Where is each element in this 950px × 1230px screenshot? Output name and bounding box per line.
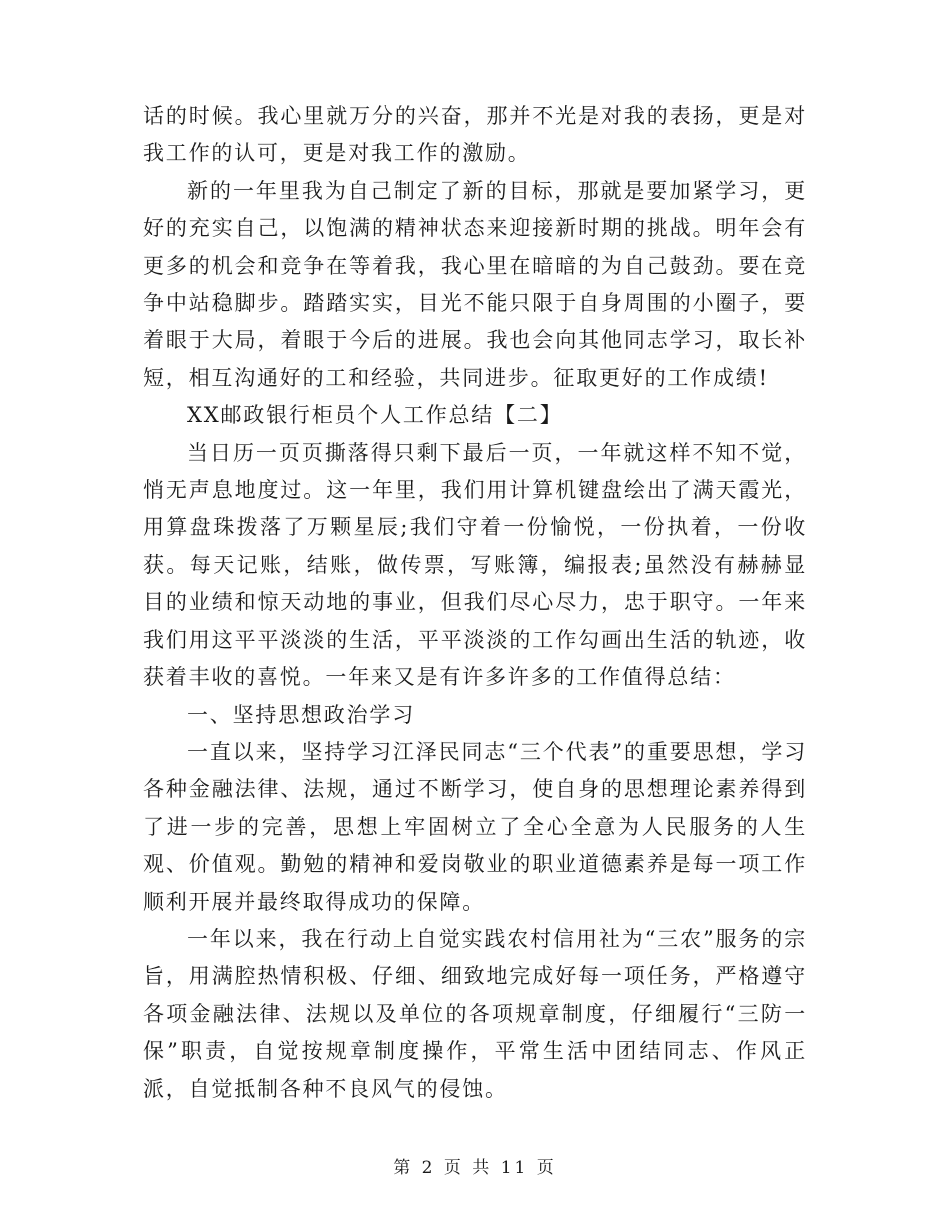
paragraph-continuation: 话的时候。我心里就万分的兴奋，那并不光是对我的表扬，更是对我工作的认可，更是对我工作的激励。	[143, 104, 807, 166]
paragraph-year-review: 当日历一页页撕落得只剩下最后一页，一年就这样不知不觉，悄无声息地度过。这一年里，我们用计算机键盘绘出了满天霞光，用算盘珠拨落了万颗星辰;我们守着一份愉悦，一份执着，一份收获。每天记账，结账，做传票，写账簿，编报表;虽然没有赫赫显目的业绩和惊天动地的事业，但我们尽心尽力，忠于职守。一年来我们用这平平淡淡的生活，平平淡淡的工作勾画出生活的轨迹，收获着丰收的喜悦。一年来又是有许多许多的工作值得总结：	[143, 440, 807, 690]
subsection-heading: 一、坚持思想政治学习	[187, 702, 415, 727]
paragraph-political-study: 一直以来，坚持学习江泽民同志“三个代表”的重要思想，学习各种金融法律、法规，通过不断学习，使自身的思想理论素养得到了进一步的完善，思想上牢固树立了全心全意为人民服务的人生观、价值观。勤勉的精神和爱岗敬业的职业道德素养是每一项工作顺利开展并最终取得成功的保障。	[143, 739, 807, 914]
paragraph-new-year-goals: 新的一年里我为自己制定了新的目标，那就是要加紧学习，更好的充实自己，以饱满的精神状态来迎接新时期的挑战。明年会有更多的机会和竞争在等着我，我心里在暗暗的为自己鼓劲。要在竞争中站稳脚步。踏踏实实，目光不能只限于自身周围的小圈子，要着眼于大局，着眼于今后的进展。我也会向其他同志学习，取长补短，相互沟通好的工和经验，共同进步。征取更好的工作成绩!	[143, 178, 807, 390]
paragraph-conduct: 一年以来，我在行动上自觉实践农村信用社为“三农”服务的宗旨，用满腔热情积极、仔细、细致地完成好每一项任务，严格遵守各项金融法律、法规以及单位的各项规章制度，仔细履行“三防一保”职责，自觉按规章制度操作，平常生活中团结同志、作风正派，自觉抵制各种不良风气的侵蚀。	[143, 926, 807, 1101]
page-number-footer: 第 2 页 共 11 页	[393, 1158, 557, 1178]
section-title: XX邮政银行柜员个人工作总结【二】	[187, 403, 563, 428]
document-body	[143, 98, 807, 1108]
